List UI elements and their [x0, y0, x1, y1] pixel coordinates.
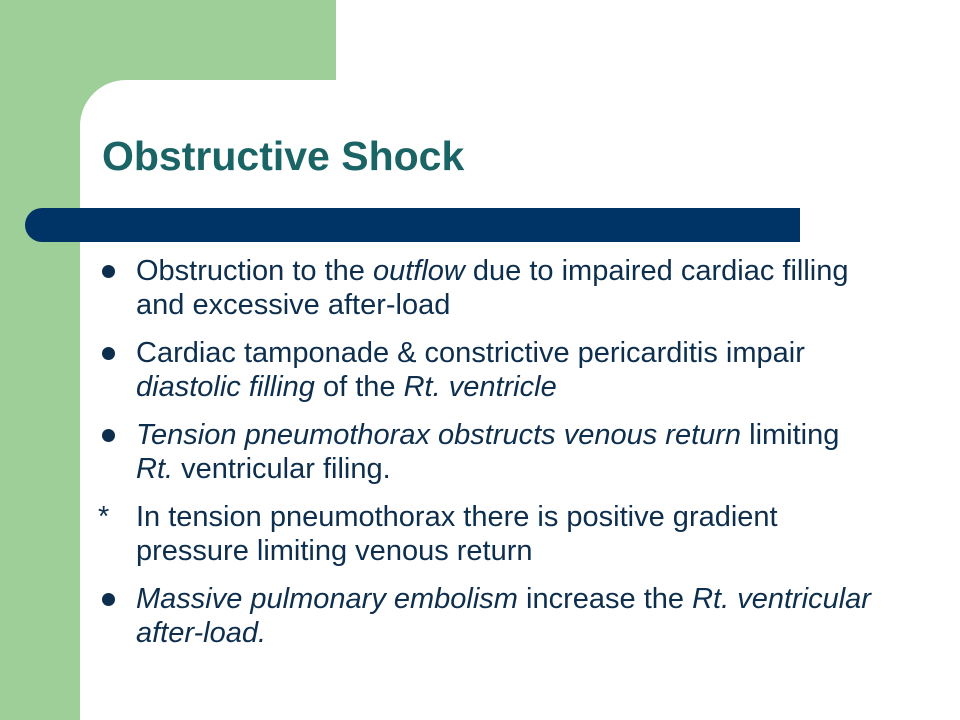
segment: of the	[314, 371, 404, 403]
segment: ventricular filing.	[173, 453, 391, 485]
segment: increase the	[517, 583, 693, 615]
segment: Massive pulmonary embolism	[136, 583, 518, 615]
asterisk-marker: *	[98, 501, 110, 533]
segment: Rt. ventricle	[403, 371, 557, 403]
segment: limiting	[741, 419, 840, 451]
segment: Rt.	[136, 453, 174, 485]
bullet-item	[100, 254, 880, 322]
segment: Rt. ventricular after-load.	[136, 583, 871, 649]
bullet-dot-icon	[102, 429, 115, 442]
segment: diastolic filling	[136, 371, 315, 403]
bullet-dot-icon	[102, 593, 115, 606]
bullet-item	[100, 418, 880, 486]
bullet-item	[100, 582, 880, 650]
bullet-dot-icon	[102, 347, 115, 360]
segment: due to impaired cardiac filling and excessive after-load	[136, 255, 849, 321]
title-underline-bar	[25, 208, 800, 242]
segment: In tension pneumothorax there is positive gradient pressure limiting venous return	[136, 501, 778, 567]
bullet-list	[100, 254, 880, 664]
segment: Tension pneumothorax obstructs venous return	[136, 419, 742, 451]
segment: Obstruction to the	[136, 255, 373, 287]
note-item	[100, 500, 880, 568]
slide-title: Obstructive Shock	[102, 133, 465, 179]
segment: outflow	[372, 255, 465, 287]
bullet-dot-icon	[102, 265, 115, 278]
bullet-item	[100, 336, 880, 404]
segment: Cardiac tamponade & constrictive pericarditis impair	[136, 337, 805, 369]
